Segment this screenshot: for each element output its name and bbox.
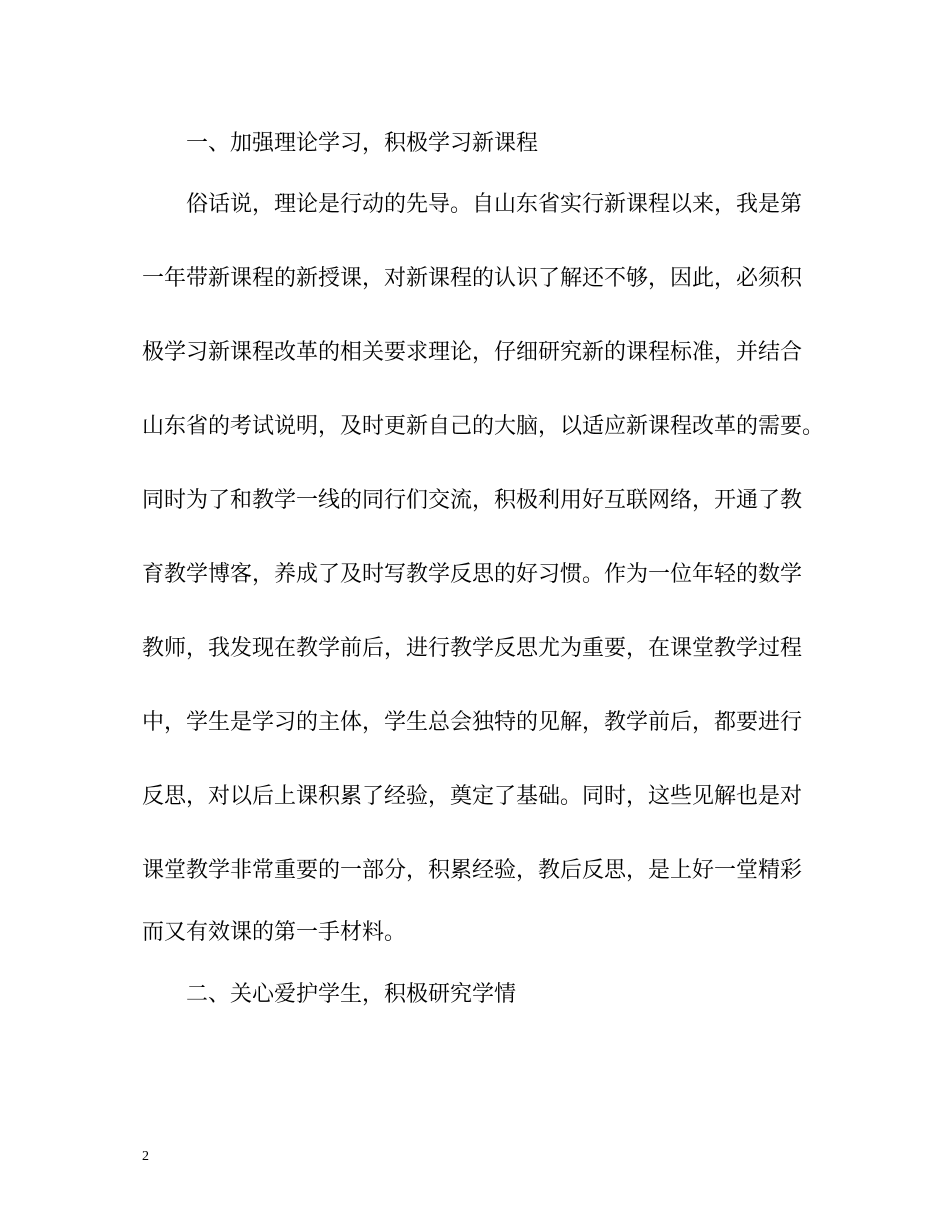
paragraph-line-3: 极学习新课程改革的相关要求理论，仔细研究新的课程标准，并结合 — [142, 340, 803, 365]
section-heading-1: 一、加强理论学习，积极学习新课程 — [186, 131, 539, 156]
paragraph-line-4: 山东省的考试说明，及时更新自己的大脑，以适应新课程改革的需要。 — [142, 414, 825, 439]
paragraph-line-8: 中，学生是学习的主体，学生总会独特的见解，教学前后，都要进行 — [142, 710, 803, 735]
paragraph-line-5: 同时为了和教学一线的同行们交流，积极利用好互联网络，开通了教 — [142, 488, 803, 513]
paragraph-line-1: 俗话说，理论是行动的先导。自山东省实行新课程以来，我是第 — [186, 192, 803, 217]
section-heading-2: 二、关心爱护学生，积极研究学情 — [186, 982, 517, 1007]
paragraph-line-9: 反思，对以后上课积累了经验，奠定了基础。同时，这些见解也是对 — [142, 784, 803, 809]
paragraph-line-2: 一年带新课程的新授课，对新课程的认识了解还不够，因此，必须积 — [142, 266, 803, 291]
page-number: 2 — [142, 1149, 149, 1164]
paragraph-line-11: 而又有效课的第一手材料。 — [142, 920, 407, 945]
paragraph-line-6: 育教学博客，养成了及时写教学反思的好习惯。作为一位年轻的数学 — [142, 562, 803, 587]
paragraph-line-7: 教师，我发现在教学前后，进行教学反思尤为重要，在课堂教学过程 — [142, 636, 803, 661]
paragraph-line-10: 课堂教学非常重要的一部分，积累经验，教后反思，是上好一堂精彩 — [142, 858, 803, 883]
